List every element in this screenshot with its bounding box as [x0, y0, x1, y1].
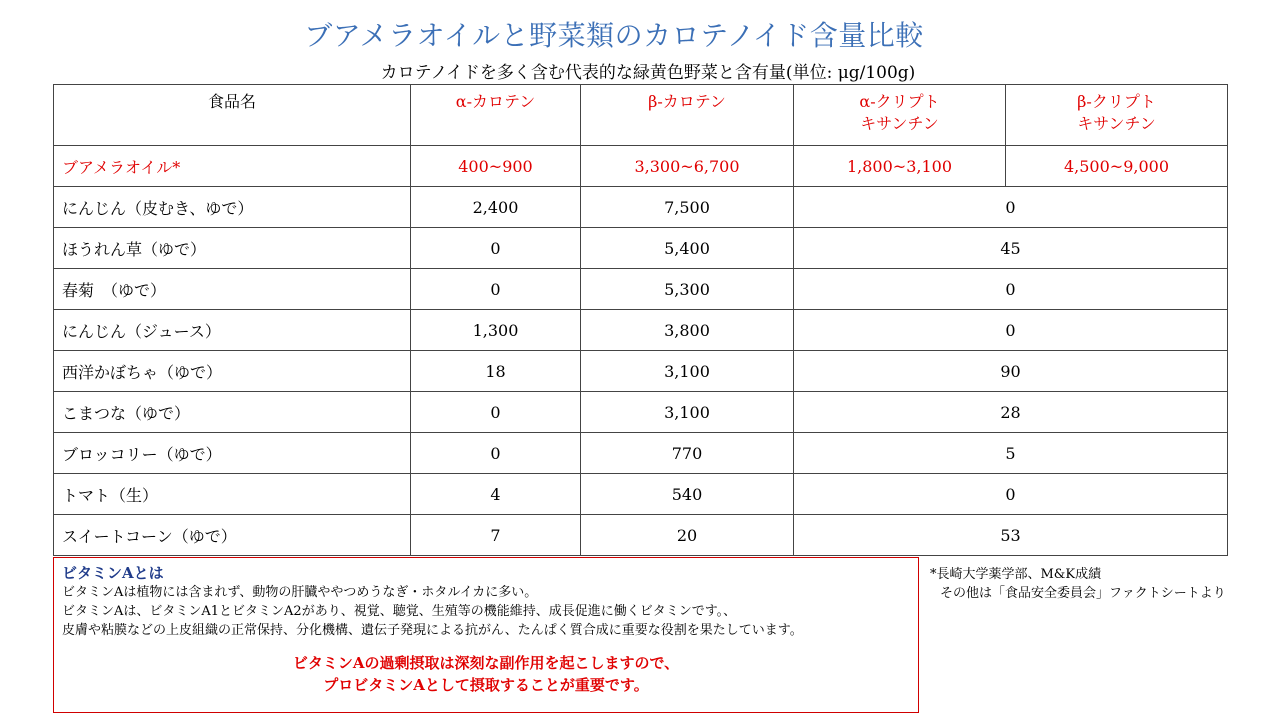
carotenoid-table [53, 84, 1228, 556]
row-beta-cell: 5,300 [581, 269, 794, 310]
row-crypto-cell: 0 [794, 187, 1228, 228]
row-beta-cell: 5,400 [581, 228, 794, 269]
table-row [54, 433, 1228, 474]
header-beta-carotene: β-カロテン [581, 85, 794, 146]
table-row [54, 474, 1228, 515]
row-name-cell: にんじん（皮むき、ゆで） [54, 187, 411, 228]
highlight-name-cell: ブアメラオイル* [54, 146, 411, 187]
row-beta-cell: 7,500 [581, 187, 794, 228]
row-beta-cell: 540 [581, 474, 794, 515]
info-line-3: 皮膚や粘膜などの上皮組織の正常保持、分化機構、遺伝子発現による抗がん、たんぱく質合成に重要な役割を果たしています。 [62, 623, 803, 638]
table-row [54, 515, 1228, 556]
row-alpha-cell: 7 [411, 515, 581, 556]
table-row [54, 269, 1228, 310]
table-row-highlight [54, 146, 1228, 187]
info-title: ビタミンAとは [62, 564, 164, 582]
row-name-cell: ほうれん草（ゆで） [54, 228, 411, 269]
header-food-name: 食品名 [54, 85, 411, 146]
source-note-1: *長崎大学薬学部、M&K成績 [930, 567, 1102, 582]
row-crypto-cell: 0 [794, 310, 1228, 351]
highlight-alpha-cell: 400~900 [411, 146, 581, 187]
info-warning-line-1: ビタミンAの過剰摂取は深刻な副作用を起こしますので、 [292, 654, 680, 672]
highlight-beta-cell: 3,300~6,700 [581, 146, 794, 187]
source-notes [930, 565, 1226, 603]
header-alpha-cryptoxanthin [794, 85, 1006, 146]
table-row [54, 392, 1228, 433]
info-line-1: ビタミンAは植物には含まれず、動物の肝臓ややつめうなぎ・ホタルイカに多い。 [62, 585, 538, 600]
row-name-cell: 西洋かぼちゃ（ゆで） [54, 351, 411, 392]
row-alpha-cell: 0 [411, 269, 581, 310]
page-subtitle: カロテノイドを多く含む代表的な緑黄色野菜と含有量(単位: μg/100g) [380, 63, 916, 83]
page-title: ブアメラオイルと野菜類のカロテノイド含量比較 [304, 19, 924, 52]
row-crypto-cell: 28 [794, 392, 1228, 433]
table-header-row [54, 85, 1228, 146]
row-beta-cell: 3,100 [581, 392, 794, 433]
table-row [54, 310, 1228, 351]
vitamin-a-info-box [53, 557, 919, 713]
table-row [54, 228, 1228, 269]
row-crypto-cell: 90 [794, 351, 1228, 392]
header-beta-cryptoxanthin-line1: β-クリプト [1077, 92, 1156, 111]
row-beta-cell: 770 [581, 433, 794, 474]
source-note-2: その他は「食品安全委員会」ファクトシートより [940, 586, 1226, 601]
row-name-cell: にんじん（ジュース） [54, 310, 411, 351]
info-warning [62, 652, 910, 696]
table-row [54, 351, 1228, 392]
header-beta-cryptoxanthin-line2: キサンチン [1077, 114, 1156, 133]
table-row [54, 187, 1228, 228]
row-beta-cell: 3,100 [581, 351, 794, 392]
row-crypto-cell: 5 [794, 433, 1228, 474]
row-alpha-cell: 4 [411, 474, 581, 515]
row-crypto-cell: 0 [794, 269, 1228, 310]
header-beta-cryptoxanthin [1006, 85, 1228, 146]
row-crypto-cell: 45 [794, 228, 1228, 269]
row-crypto-cell: 0 [794, 474, 1228, 515]
row-name-cell: こまつな（ゆで） [54, 392, 411, 433]
info-warning-line-2: プロビタミンAとして摂取することが重要です。 [323, 676, 649, 694]
row-name-cell: 春菊 （ゆで） [54, 269, 411, 310]
highlight-beta-crypto-cell: 4,500~9,000 [1006, 146, 1228, 187]
header-alpha-carotene: α-カロテン [411, 85, 581, 146]
header-alpha-cryptoxanthin-line2: キサンチン [860, 114, 939, 133]
row-alpha-cell: 0 [411, 433, 581, 474]
row-crypto-cell: 53 [794, 515, 1228, 556]
info-line-2: ビタミンAは、ビタミンA1とビタミンA2があり、視覚、聴覚、生殖等の機能維持、成長促進に働くビタミンです。、 [62, 604, 737, 619]
row-alpha-cell: 18 [411, 351, 581, 392]
row-alpha-cell: 0 [411, 228, 581, 269]
row-alpha-cell: 2,400 [411, 187, 581, 228]
row-name-cell: トマト（生） [54, 474, 411, 515]
highlight-alpha-crypto-cell: 1,800~3,100 [794, 146, 1006, 187]
header-alpha-cryptoxanthin-line1: α-クリプト [859, 92, 940, 111]
row-alpha-cell: 0 [411, 392, 581, 433]
row-beta-cell: 20 [581, 515, 794, 556]
row-name-cell: スイートコーン（ゆで） [54, 515, 411, 556]
row-name-cell: ブロッコリー（ゆで） [54, 433, 411, 474]
row-beta-cell: 3,800 [581, 310, 794, 351]
row-alpha-cell: 1,300 [411, 310, 581, 351]
